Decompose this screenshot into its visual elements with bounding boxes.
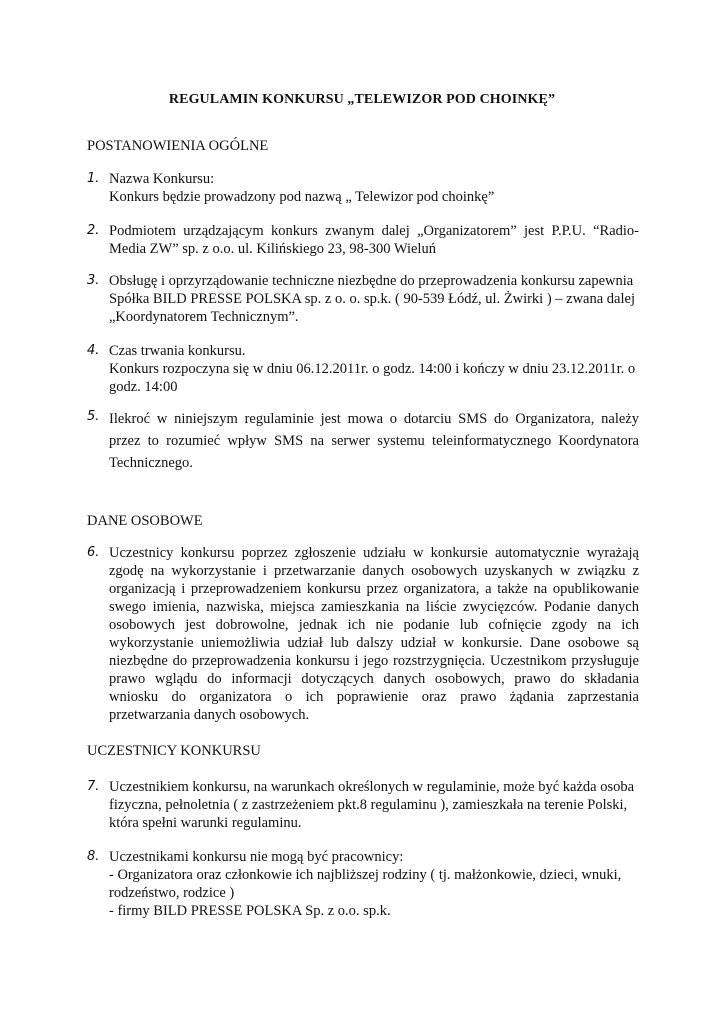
item-line: Spółka BILD PRESSE POLSKA sp. z o. o. sp.k. ( 90-539 Łódź, ul. Żwirki ) – zwana dalej (109, 291, 635, 307)
item-line: rodzeństwo, rodzice ) (109, 885, 235, 901)
item-number: 2. (87, 223, 100, 238)
item-line: przetwarzania danych osobowych. (109, 707, 310, 723)
section-heading-participants: UCZESTNICY KONKURSU (87, 743, 261, 759)
item-line: Uczestnikami konkursu nie mogą być pracownicy: (109, 849, 404, 865)
item-line: prawo wglądu do informacji dotyczących danych osobowych, prawo do składania (109, 671, 639, 687)
list-item-8 (87, 848, 639, 920)
item-line: Uczestnicy konkursu poprzez zgłoszenie udziału w konkursie automatycznie wyrażają (109, 545, 639, 561)
list-item-5 (87, 408, 639, 474)
item-line: Nazwa Konkursu: (109, 171, 215, 187)
item-line: „Koordynatorem Technicznym”. (109, 309, 299, 325)
item-text (109, 342, 639, 396)
item-line: która spełni warunki regulaminu. (109, 815, 302, 831)
item-text (109, 778, 639, 832)
item-text (109, 848, 639, 920)
item-line: Konkurs będzie prowadzony pod nazwą „ Telewizor pod choinkę” (109, 189, 495, 205)
item-number: 1. (87, 171, 100, 186)
list-item-3 (87, 272, 639, 326)
list-item-7 (87, 778, 639, 832)
item-line: Ilekroć w niniejszym regulaminie jest mowa o dotarciu SMS do Organizatora, należy (109, 411, 639, 427)
section-heading-personal-data: DANE OSOBOWE (87, 513, 203, 529)
list-item-2 (87, 222, 639, 258)
item-line: Media ZW” sp. z o.o. ul. Kilińskiego 23, 98-300 Wieluń (109, 241, 436, 257)
item-number: 6. (87, 545, 100, 560)
item-line: fizyczna, pełnoletnia ( z zastrzeżeniem pkt.8 regulaminu ), zamieszkała na terenie Polski, (109, 797, 628, 813)
item-line: wykorzystanie uniemożliwia udział lub dalszy udział w konkursie. Dane osobowe są (109, 635, 639, 651)
item-text (109, 170, 639, 206)
item-line: - Organizatora oraz członkowie ich najbliższej rodziny ( tj. małżonkowie, dzieci, wnuki, (109, 867, 622, 883)
item-line: Podmiotem urządzającym konkurs zwanym dalej „Organizatorem” jest P.P.U. “Radio- (109, 223, 639, 239)
item-line: zgodę na wykorzystanie i przetwarzanie danych osobowych uzyskanych w związku z (109, 563, 639, 579)
item-number: 4. (87, 343, 100, 358)
item-line: niezbędne do przeprowadzenia konkursu i jego rozstrzygnięcia. Uczestnikom przysługuje (109, 653, 639, 669)
item-line: osobowych jest dobrowolne, jednak ich nie podanie lub cofnięcie zgody na ich (109, 617, 639, 633)
item-number: 7. (87, 779, 100, 794)
item-line: wniosku do organizatora o ich poprawienie oraz prawo żądania zaprzestania (109, 689, 639, 705)
list-item-1 (87, 170, 639, 206)
item-line: przez to rozumieć wpływ SMS na serwer systemu teleinformatycznego Koordynatora (109, 433, 639, 449)
item-line: swego imienia, nazwiska, miejsca zamieszkania na liście zwycięzców. Podanie danych (109, 599, 639, 615)
item-line: Uczestnikiem konkursu, na warunkach określonych w regulaminie, może być każda osoba (109, 779, 635, 795)
item-line: Technicznego. (109, 455, 193, 471)
item-line: Konkurs rozpoczyna się w dniu 06.12.2011r. o godz. 14:00 i kończy w dniu 23.12.2011r. o (109, 361, 636, 377)
item-number: 5. (87, 409, 100, 424)
item-text (109, 544, 639, 724)
item-line: Obsługę i oprzyrządowanie techniczne niezbędne do przeprowadzenia konkursu zapewnia (109, 273, 634, 289)
item-number: 3. (87, 273, 100, 288)
item-text (109, 222, 639, 258)
item-number: 8. (87, 849, 100, 864)
item-line: godz. 14:00 (109, 379, 178, 395)
list-item-4 (87, 342, 639, 396)
section-heading-general: POSTANOWIENIA OGÓLNE (87, 138, 269, 154)
item-line: Czas trwania konkursu. (109, 343, 246, 359)
item-text (109, 408, 639, 474)
document-title: REGULAMIN KONKURSU „TELEWIZOR POD CHOINKĘ” (168, 92, 556, 107)
item-line: organizacją i przeprowadzeniem konkursu przez organizatora, a także na opublikowanie (109, 581, 639, 597)
list-item-6 (87, 544, 639, 724)
item-line: - firmy BILD PRESSE POLSKA Sp. z o.o. sp.k. (109, 903, 391, 919)
item-text (109, 272, 639, 326)
